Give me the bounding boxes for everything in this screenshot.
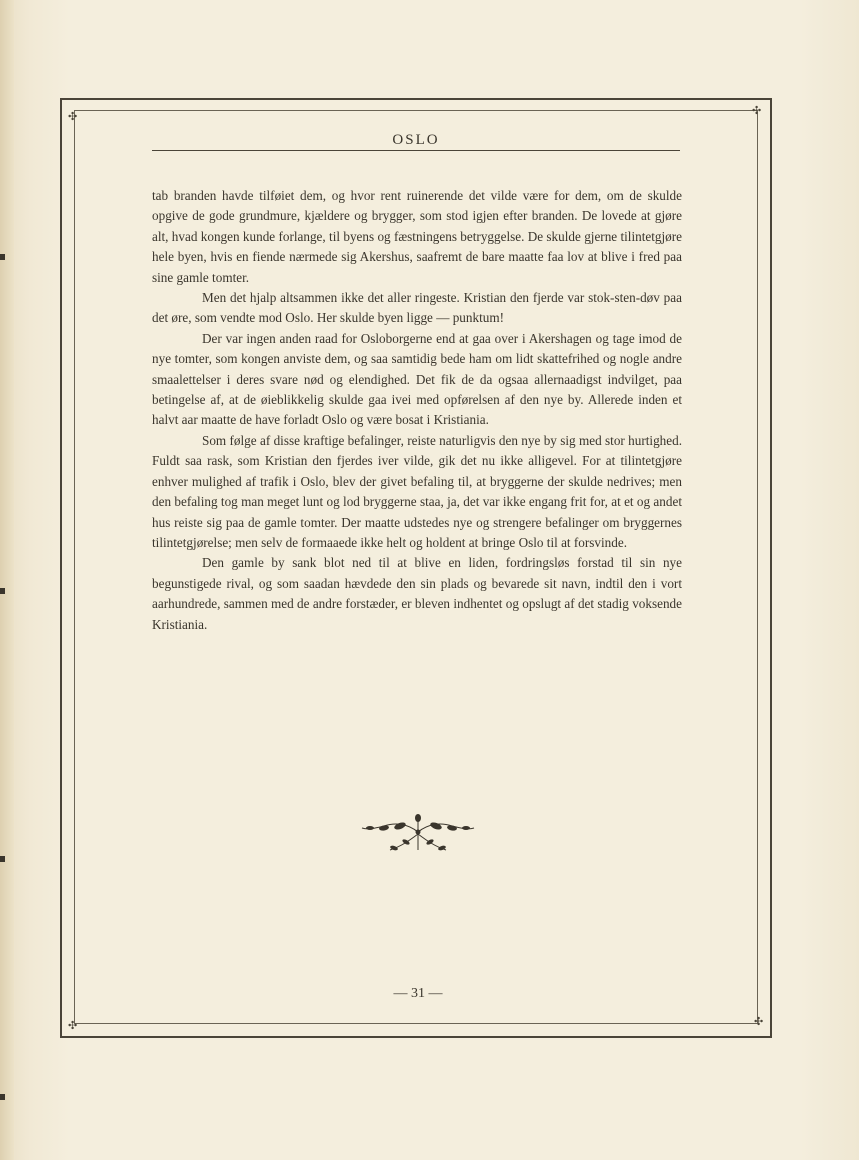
body-text	[152, 186, 682, 635]
book-spine-shadow	[0, 0, 14, 1160]
margin-mark	[0, 856, 5, 862]
paragraph: Den gamle by sank blot ned til at blive en liden, fordringsløs forstad til sin nye begunstigede rival, og som saadan hævdede den sin plads og bevarede sit navn, indtil den i vort aarhundrede, sammen med de andre forstæder, er bleven indhentet og opslugt af det stadig voksende Kristiania.	[152, 555, 682, 632]
paragraph: Der var ingen anden raad for Osloborgerne end at gaa over i Akershagen og tage imod de nye tomter, som kongen anviste dem, og saa samtidig bede ham om lidt skattefrihed og nogle andre smaalettelser i deres svare nød og elendighed. Det fik de da ogsaa allernaadigst indvilget, paa betingelse af, at de øieblikkelig skulde gaa ivei med opførelsen af den nye by. Allerede inden et halvt aar maatte de have forladt Oslo og være bosat i Kristiania.	[152, 330, 682, 428]
header-rule	[152, 150, 680, 151]
floral-vignette-icon	[360, 810, 476, 856]
margin-mark	[0, 1094, 5, 1100]
page-number: — 31 —	[393, 986, 443, 1001]
margin-mark	[0, 588, 5, 594]
paragraph: Som følge af disse kraftige befalinger, reiste naturligvis den nye by sig med stor hurtighed. Fuldt saa rask, som Kristian den fjerdes iver vilde, gik det nu ikke alligevel. For at tilintetgjøre enhver mulighed af trafik i Oslo, blev der givet befaling til, at bryggerne der skulde nedrives; men den befaling tog man meget lunt og lod bryggerne staa, ja, det var ikke engang frit for, at et og andet hus reiste sig paa de gamle tomter. Der maatte udstedes nye og strengere befalinger om bryggernes tilintetgjørelse; men selv de formaaede ikke helt og holdent at bringe Oslo til at forsvinde.	[152, 432, 682, 550]
corner-ornament-icon: ✣	[68, 1019, 78, 1032]
corner-ornament-icon: ✣	[754, 1015, 764, 1028]
paragraph: tab branden havde tilføiet dem, og hvor rent ruinerende det vilde være for dem, om de skulde opgive de gode grundmure, kjældere og brygger, som stod igjen efter branden. De lovede at gjøre alt, hvad kongen kunde forlange, til byens og fæstningens betryggelse. De skulde gjerne tilintetgjøre hele byen, hvis en fiende nærmede sig Akershus, saafremt de bare maatte faa lov at blive i fred paa sine gamle tomter.	[152, 188, 682, 285]
corner-ornament-icon: ✣	[68, 110, 78, 123]
corner-ornament-icon: ✣	[752, 104, 762, 117]
running-header: OSLO	[392, 132, 440, 148]
paragraph: Men det hjalp altsammen ikke det aller ringeste. Kristian den fjerde var stok-sten-døv paa det øre, som vendte mod Oslo. Her skulde byen ligge — punktum!	[152, 290, 682, 326]
margin-mark	[0, 254, 5, 260]
